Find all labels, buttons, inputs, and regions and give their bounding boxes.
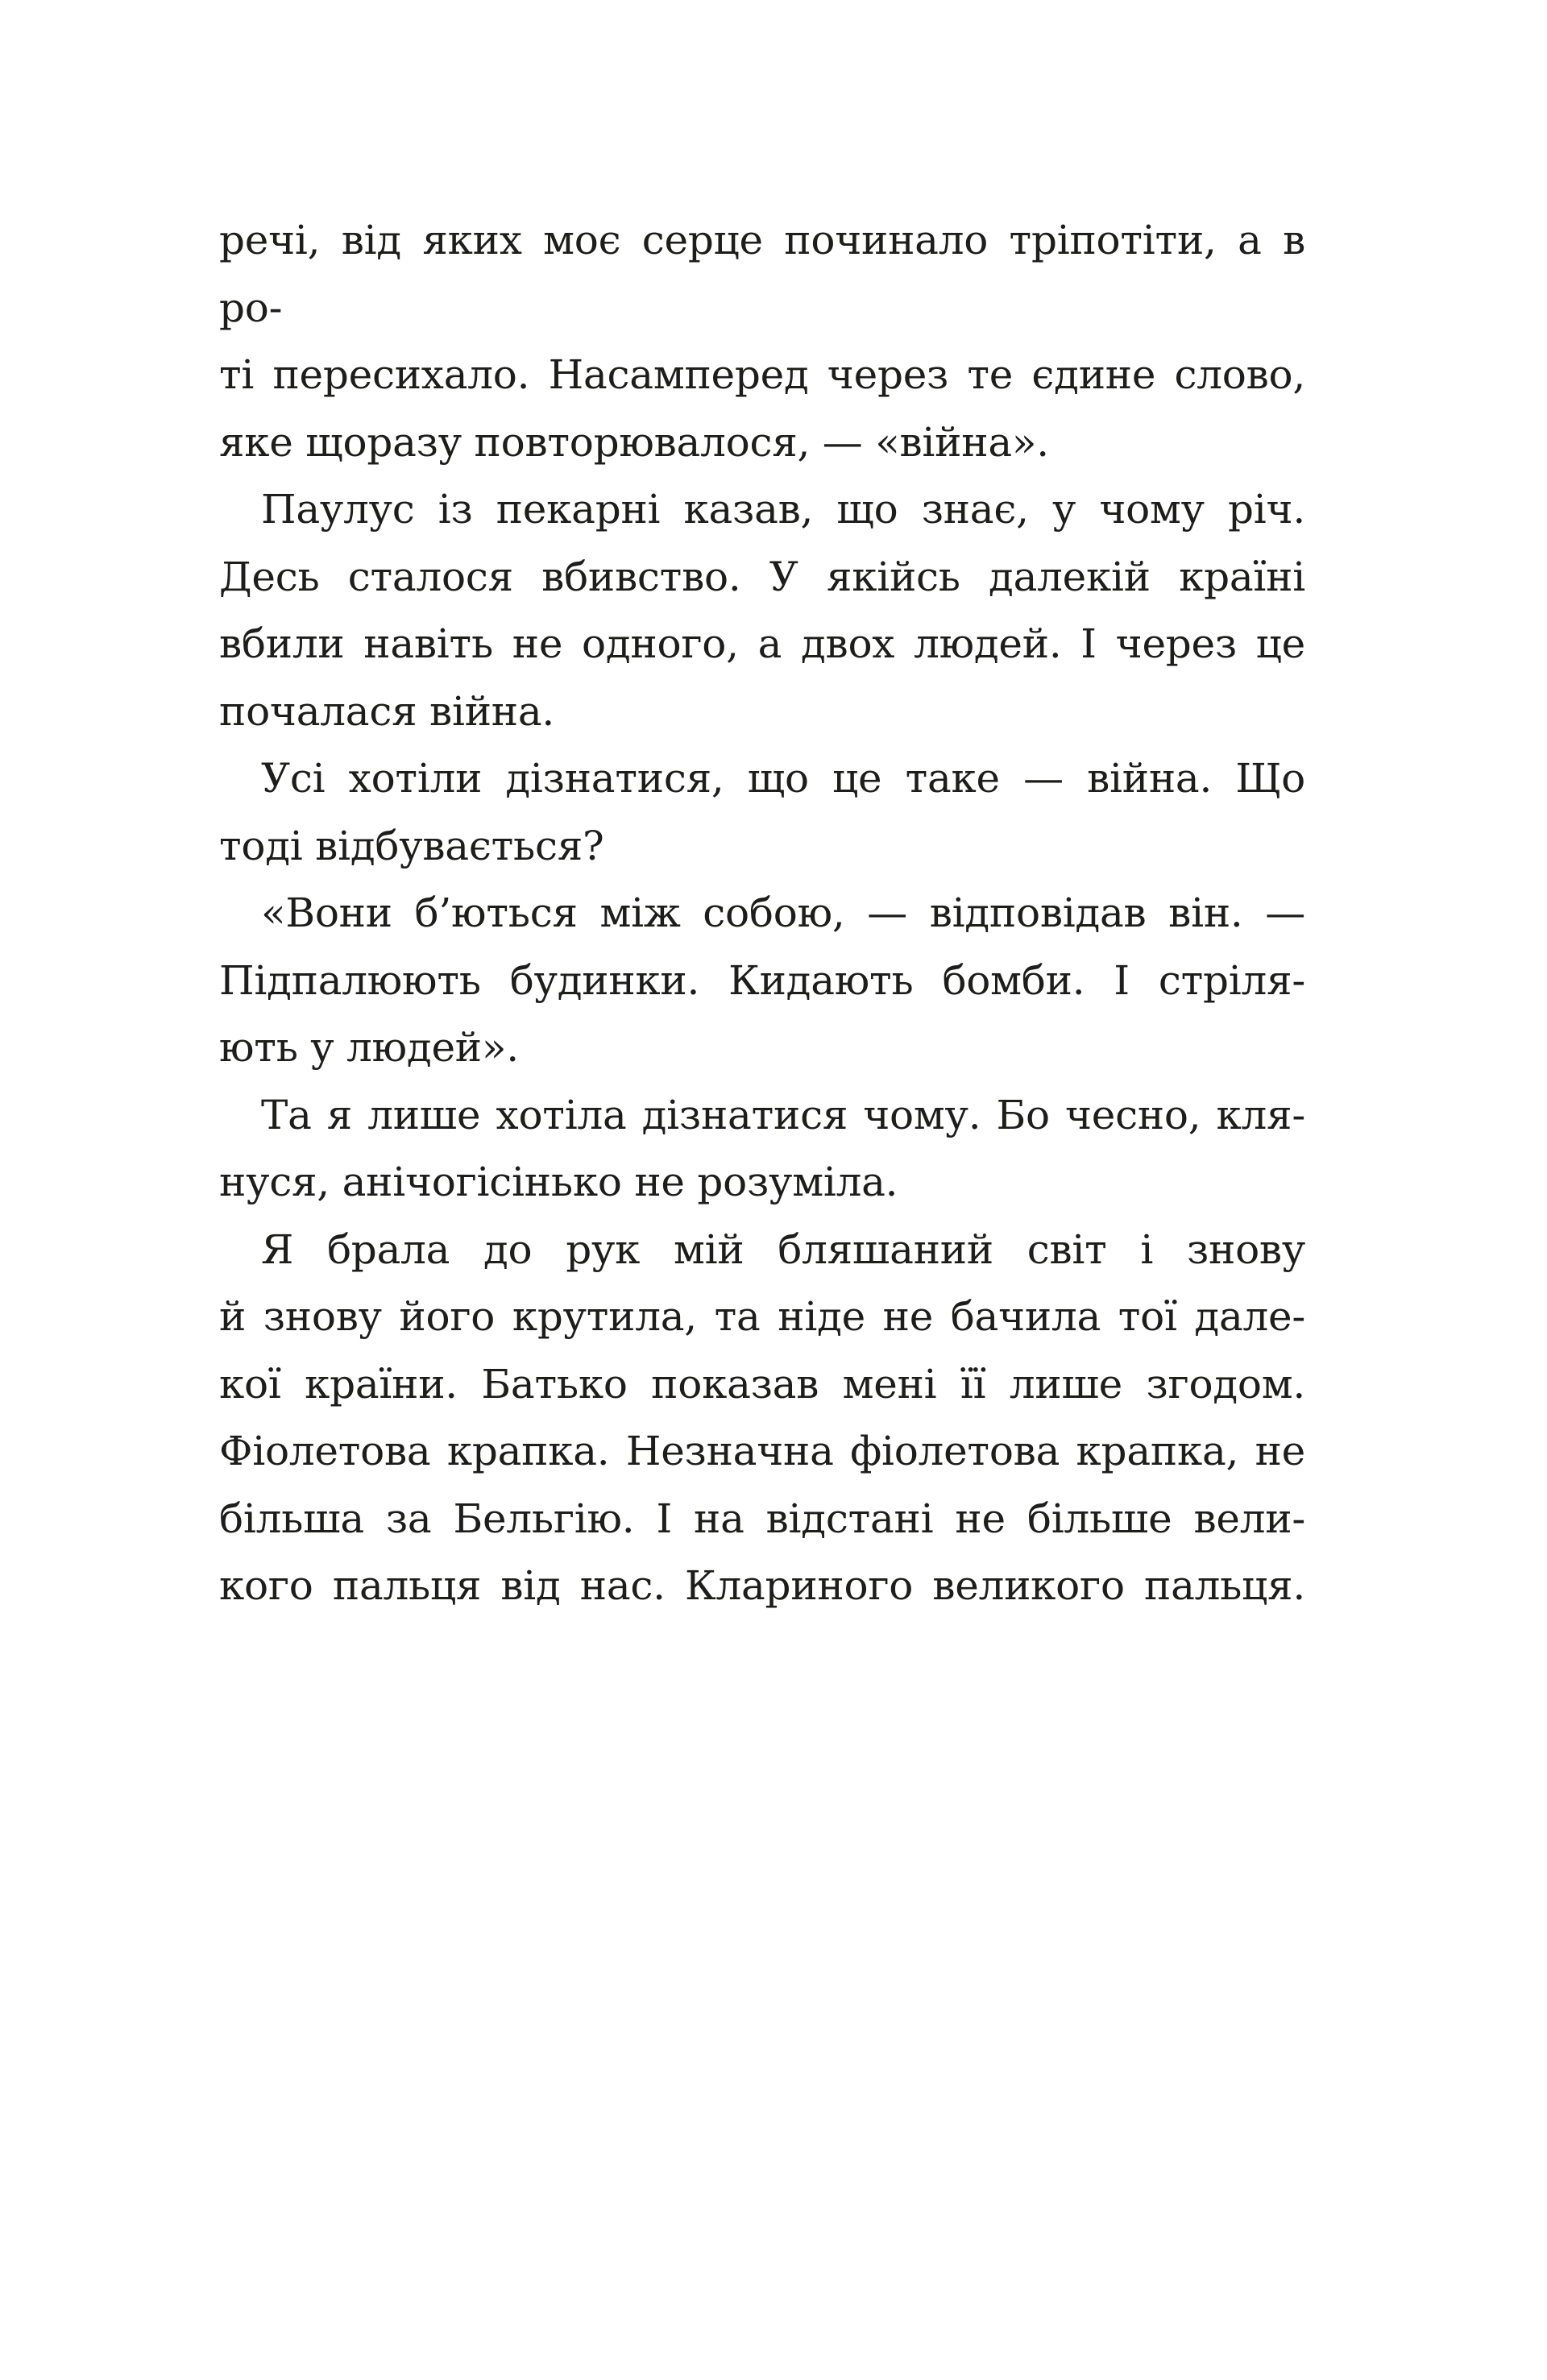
text-line: Усі хотіли дізнатися, що це таке — війна. Що [261,755,1305,802]
text-line: вбили навіть не одного, а двох людей. І через це [219,620,1305,667]
text-line: кого пальця від нас. Клариного великого пальця. [219,1562,1305,1609]
text-line: Я брала до рук мій бляшаний світ і знову [261,1225,1305,1273]
text-line: почалася війна. [219,687,555,735]
text-line: Десь сталося вбивство. У якійсь далекій країні [219,553,1305,600]
text-line: ті пересихало. Насамперед через те єдине слово, [219,351,1305,398]
text-line: Фіолетова крапка. Незначна фіолетова крапка, не [219,1428,1305,1474]
text-line: яке щоразу повторювалося, — «війна». [219,418,1049,466]
text-line: й знову його крутила, та ніде не бачила тої дале- [219,1293,1305,1340]
body-text [219,207,1305,1620]
text-line: Паулус із пекарні казав, що знає, у чому річ. [261,486,1305,533]
text-line: тоді відбувається? [219,822,604,869]
text-line: більша за Бельгію. І на відстані не більше вели- [219,1495,1305,1542]
text-line: Підпалюють будинки. Кидають бомби. І стріля- [219,956,1305,1004]
text-line: ють у людей». [219,1024,519,1071]
text-line: нуся, анічогісінько не розуміла. [219,1159,898,1205]
text-line: речі, від яких моє серце починало тріпотіти, а в ро- [219,217,1305,331]
text-line: «Вони б’ються між собою, — відповідав він. — [261,889,1305,936]
text-line: кої країни. Батько показав мені її лише згодом. [219,1360,1305,1408]
text-line: Та я лише хотіла дізнатися чому. Бо чесно, кля- [261,1091,1305,1138]
